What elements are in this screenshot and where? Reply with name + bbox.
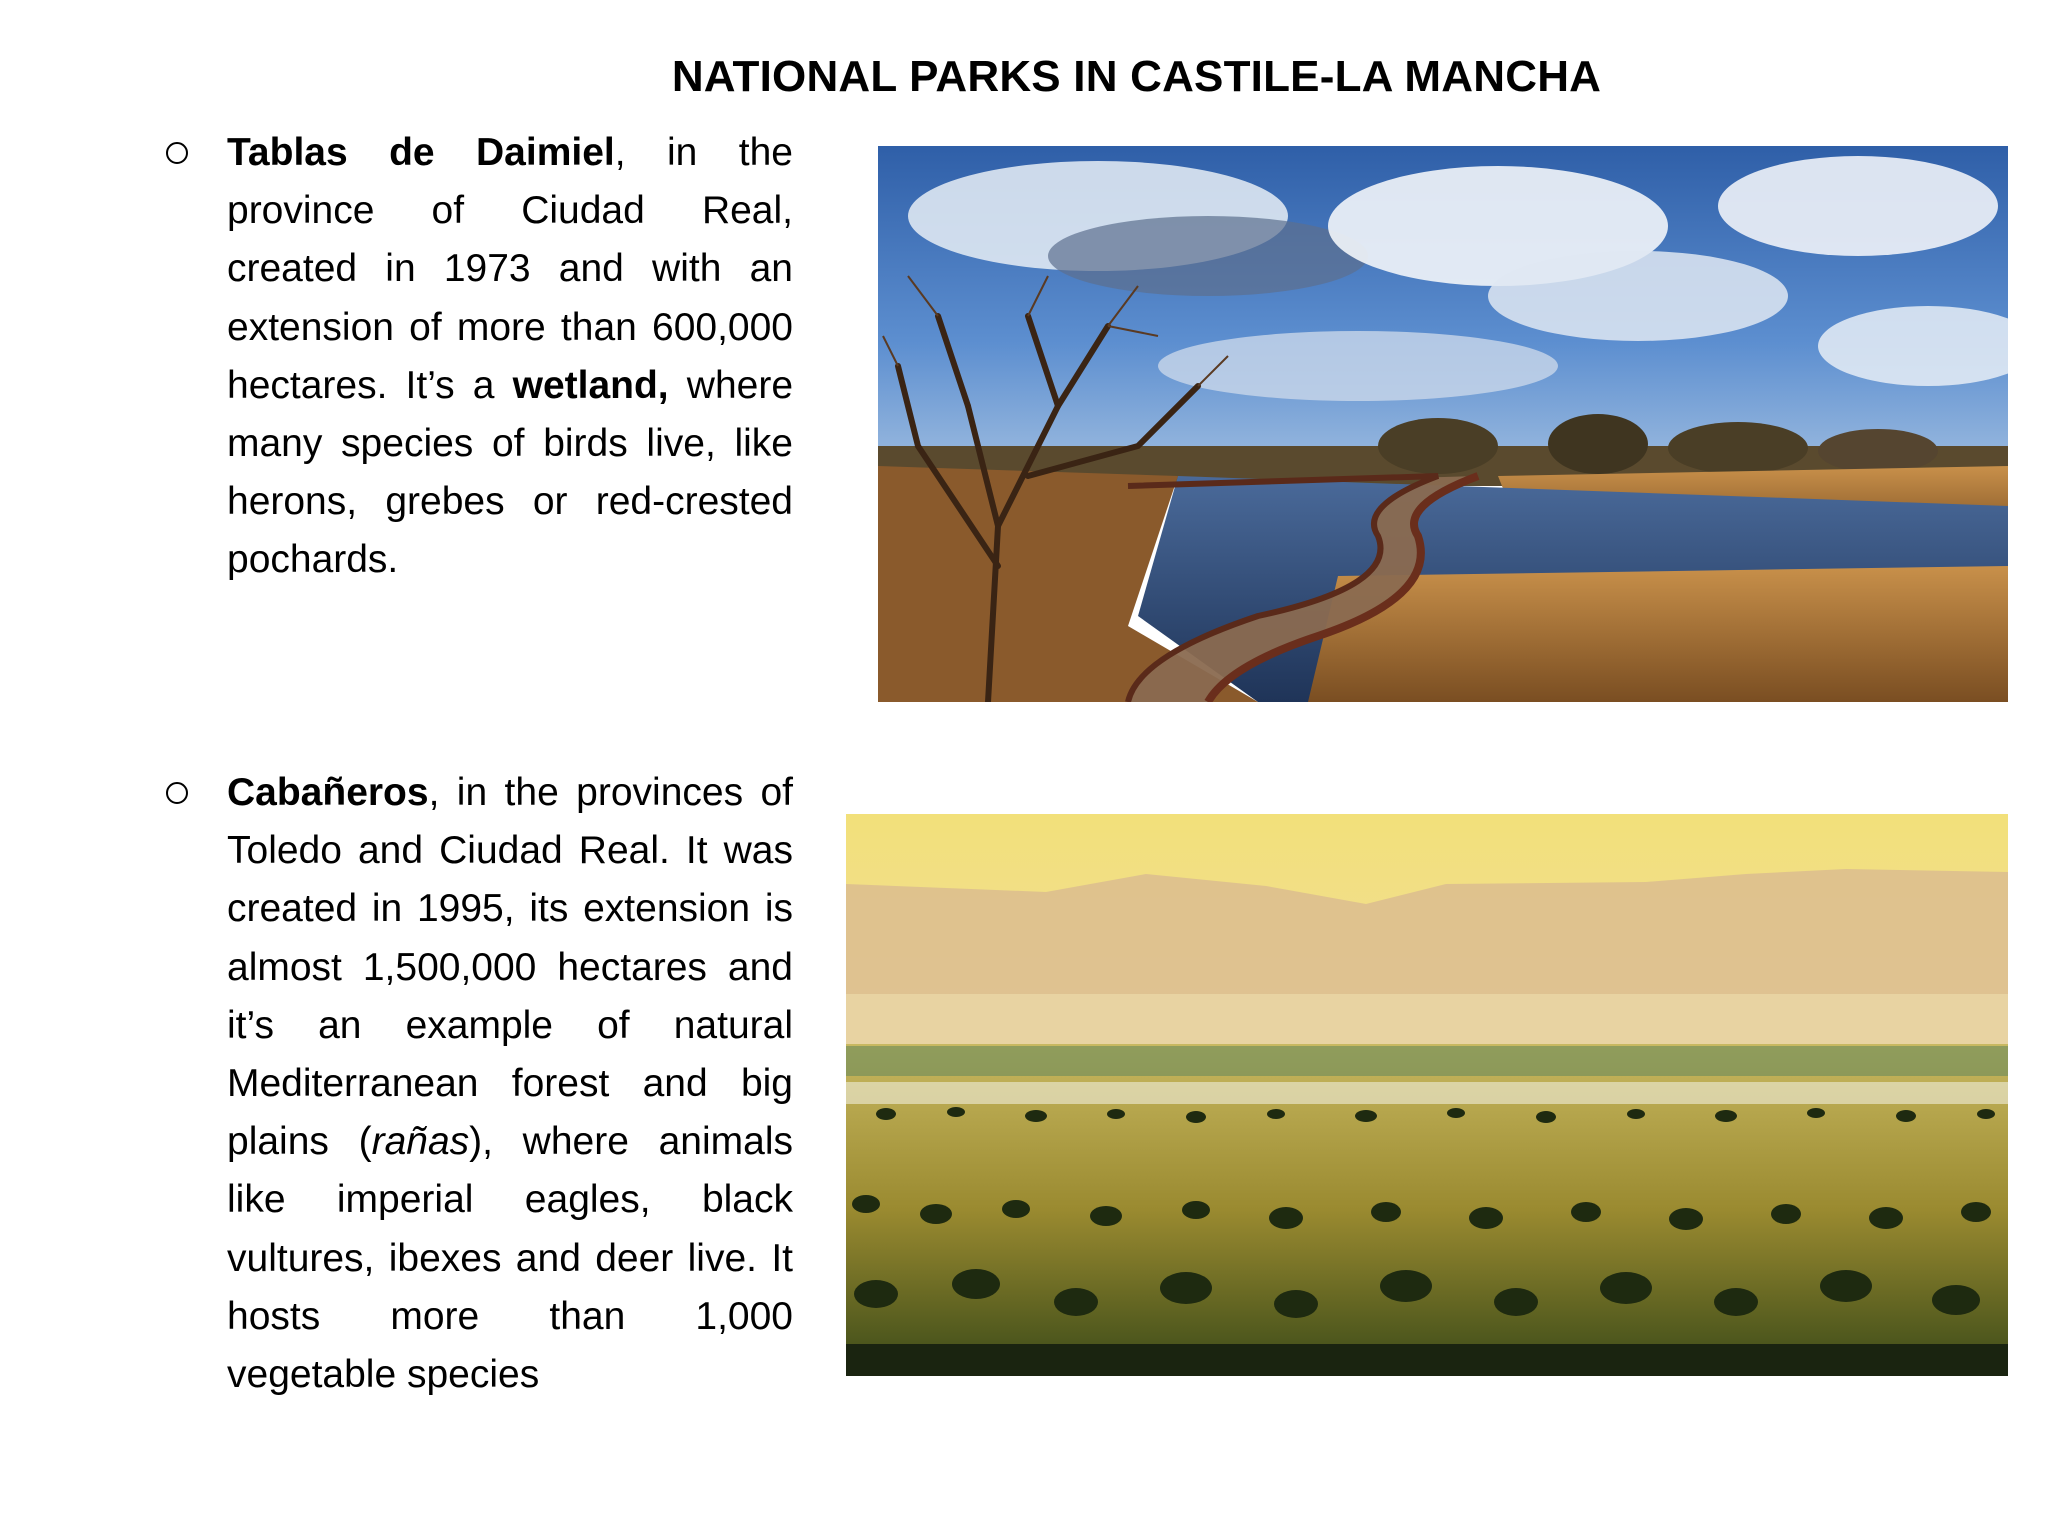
park-description-cabaneros bbox=[227, 764, 793, 1404]
park-description-tablas bbox=[227, 124, 793, 590]
park-name: Cabañeros bbox=[227, 771, 429, 814]
plains-with-trees-photo bbox=[846, 814, 2008, 1376]
park-highlight: wetland, bbox=[512, 363, 669, 407]
park-text: , in the provinces of Toledo and Ciudad Real. It was created in 1995, its extension is almost 1,500,000 hectares and it’s an example of natural Mediterranean forest and big plains ( bbox=[227, 771, 793, 1164]
park-term: rañas bbox=[371, 1120, 470, 1164]
park-text: where many species of birds live, like herons, grebes or red-crested pochards. bbox=[227, 363, 794, 582]
wetland-boardwalk-photo bbox=[878, 146, 2008, 702]
bullet-icon bbox=[166, 142, 188, 164]
park-name: Tablas de Daimiel bbox=[227, 131, 615, 174]
bullet-icon bbox=[166, 782, 188, 804]
park-text: , in the province of Ciudad Real, created in 1973 and with an extension of more than 600,000 hectares. It’s a bbox=[227, 131, 793, 407]
page-title: NATIONAL PARKS IN CASTILE-LA MANCHA bbox=[671, 52, 1602, 101]
park-text: ), where animals like imperial eagles, black vultures, ibexes and deer live. It hosts more than 1,000 vegetable species bbox=[227, 1120, 793, 1397]
